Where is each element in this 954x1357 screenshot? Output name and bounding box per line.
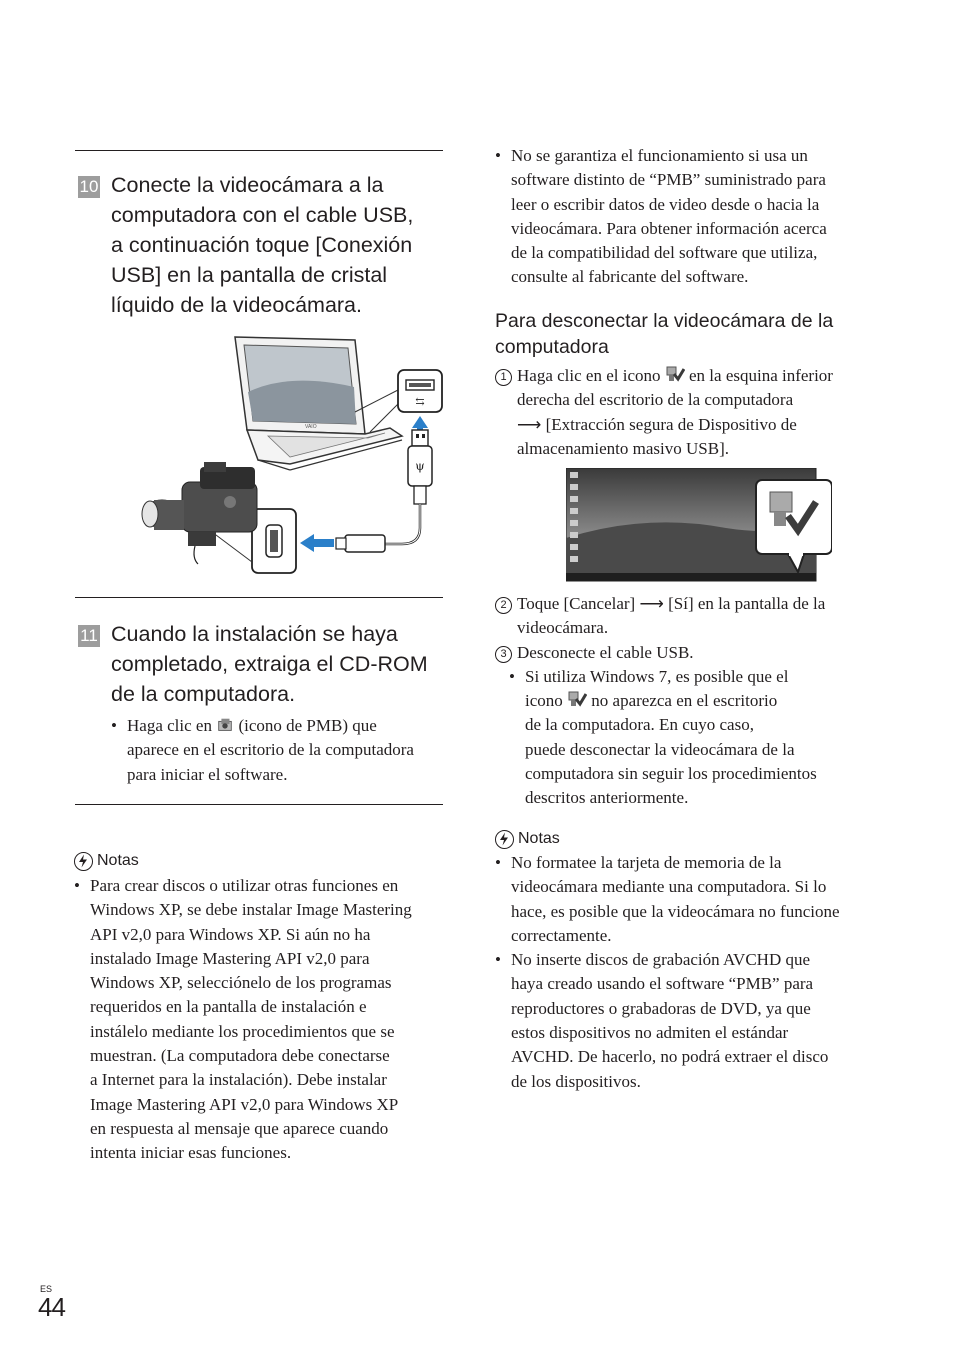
language-code: ES xyxy=(40,1284,53,1294)
usb-plug-icon xyxy=(408,430,432,504)
safely-remove-icon xyxy=(567,689,587,709)
step10-heading: Conecte la videocámara a la computadora con el cable USB, a continuación toque [Conexión USB] en la pantalla de cristal líquido de la videocámara. xyxy=(111,173,414,317)
camcorder-icon xyxy=(142,462,257,564)
mini-usb-port-callout xyxy=(252,509,296,573)
note-lightning-icon xyxy=(495,830,514,849)
page-number: 44 xyxy=(38,1292,65,1322)
notes-right-bullets: • No formatee la tarjeta de memoria de la videocámara mediante una computadora. Si lo hace, es posible que la videocámara no funcione correctamente. • No inserte discos de grabación AVCHD que haya creado usando el software “PMB” para reproductores o grabadoras de DVD, ya que estos dispositivos no admiten el estándar AVCHD. De hacerlo, no podrá extraer el disco de los dispositivos. xyxy=(495,851,880,1094)
laptop-icon xyxy=(235,337,402,470)
desktop-screenshot xyxy=(566,468,832,584)
arrow-icon: ⟶ xyxy=(639,594,664,613)
step11-bullet: • Haga clic en (icono de PMB) que aparece en el escritorio de la computadora para iniciar el software. xyxy=(111,714,446,787)
step-circle-2: 2 xyxy=(495,597,512,614)
disconnect-heading: Para desconectar la videocámara de la computadora xyxy=(495,310,834,358)
svg-text:VAIO: VAIO xyxy=(305,424,317,430)
step10-number-box: 10 xyxy=(79,177,99,196)
usb-connection-illustration xyxy=(140,332,450,582)
svg-text:⇆: ⇆ xyxy=(415,395,425,408)
notes-left-heading: Notas xyxy=(74,851,139,871)
step11-top-rule xyxy=(75,597,443,598)
disconnect-step1: 1 Haga clic en el icono en la esquina inferior derecha del escritorio de la computadora ⟶ [Extracción segura de Dispositivo de almacenamiento masivo USB]. xyxy=(495,364,875,461)
note-lightning-icon xyxy=(74,852,93,871)
step11-number-box: 11 xyxy=(78,625,100,647)
right-top-bullet: • No se garantiza el funcionamiento si usa un software distinto de “PMB” suministrado para leer o escribir datos de video desde o hacia la videocámara. Para obtener información acerca de la compatibilidad del software que utiliza, consulte al fabricante del software. xyxy=(495,144,875,290)
pmb-icon xyxy=(216,716,234,734)
step10-top-rule xyxy=(75,150,443,151)
usb-port-callout xyxy=(398,370,442,412)
safely-remove-icon xyxy=(665,364,685,384)
notes-right-heading: Notas xyxy=(495,829,560,849)
arrow-icon: ⟶ xyxy=(517,414,542,434)
notes-left-bullet: • Para crear discos o utilizar otras funciones en Windows XP, se debe instalar Image Mastering API v2,0 para Windows XP. Si aún no ha instalado Image Mastering API v2,0 para Windows XP, selecciónelo de los programas requeridos en la pantalla de instalación e instálelo mediante los procedimientos que se muestran. (La computadora debe conectarse a Internet para la instalación). Debe instalar Image Mastering API v2,0 para Windows XP en respuesta al mensaje que aparece cuando intenta iniciar esas funciones. xyxy=(74,874,444,1166)
step11-bottom-rule xyxy=(75,804,443,805)
step-circle-1: 1 xyxy=(495,369,512,386)
disconnect-step2-3: 2 Toque [Cancelar] ⟶ [Sí] en la pantalla de la videocámara. 3 Desconecte el cable USB. • Si utiliza Windows 7, es posible que el icono no aparezca en el escritorio de la computadora. En cuyo caso, puede desconectar la videocámara de la computadora sin seguir los procedimientos descritos anteriormente. xyxy=(495,592,875,811)
step-circle-3: 3 xyxy=(495,646,512,663)
svg-text:ψ: ψ xyxy=(415,459,425,473)
step11-heading: Cuando la instalación se haya completado, extraiga el CD-ROM de la computadora. xyxy=(111,622,428,706)
